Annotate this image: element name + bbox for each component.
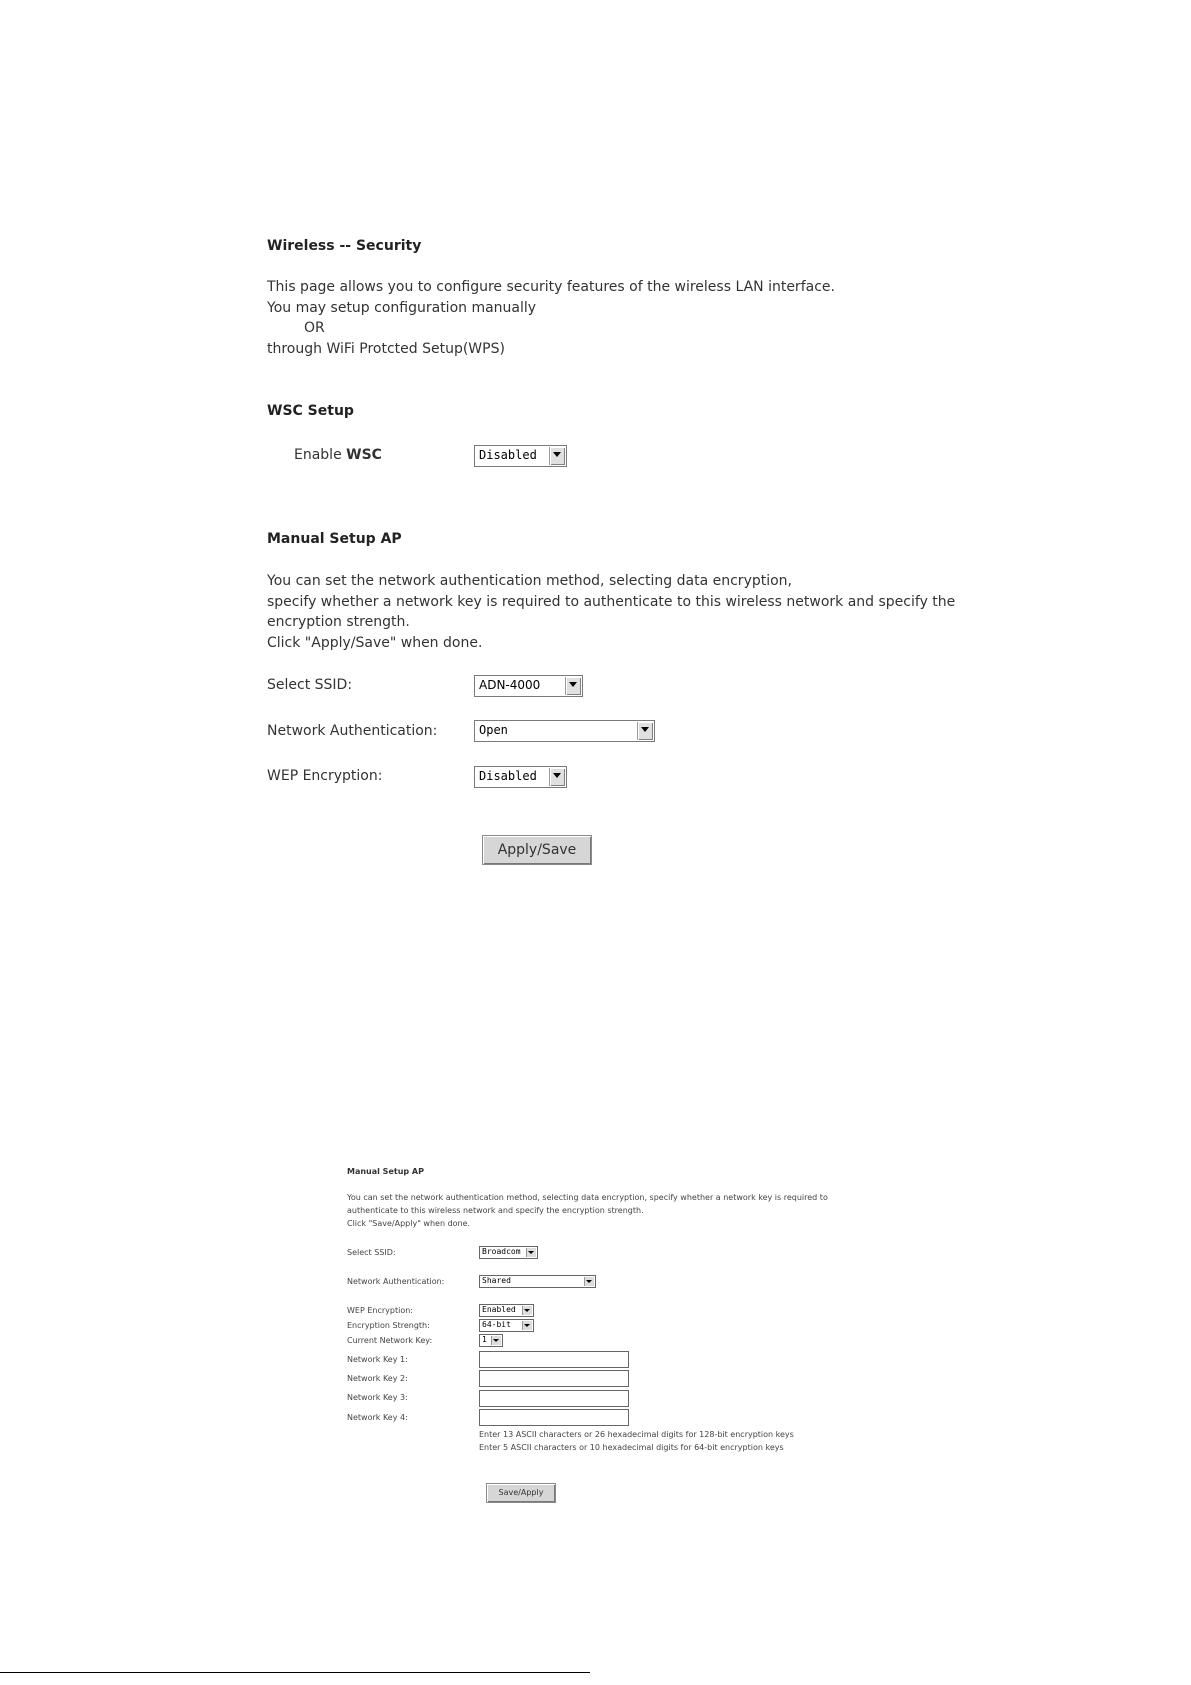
- chevron-down-icon[interactable]: [549, 447, 565, 465]
- wsc-heading: WSC Setup: [267, 403, 354, 419]
- shared-desc-3: Click "Save/Apply" when done.: [347, 1219, 471, 1228]
- intro-line-1: This page allows you to configure security features of the wireless LAN interface.: [267, 279, 835, 295]
- shared-auth-select[interactable]: [479, 1275, 596, 1288]
- wep-select[interactable]: [474, 766, 567, 788]
- network-key-2-input[interactable]: [479, 1370, 629, 1387]
- shared-wep-label: WEP Encryption:: [347, 1306, 413, 1315]
- shared-strength-value: 64-bit: [482, 1320, 511, 1329]
- shared-current-key-value: 1: [482, 1335, 487, 1344]
- enable-wsc-bold: WSC: [346, 447, 382, 463]
- shared-desc-2: authenticate to this wireless network and specify the encryption strength.: [347, 1206, 644, 1215]
- apply-save-button[interactable]: Apply/Save: [482, 835, 592, 865]
- chevron-down-icon[interactable]: [637, 722, 653, 740]
- hint-128-bit: Enter 13 ASCII characters or 26 hexadecimal digits for 128-bit encryption keys: [479, 1430, 794, 1439]
- enable-wsc-select[interactable]: [474, 445, 567, 467]
- auth-select[interactable]: [474, 720, 655, 742]
- intro-line-2: You may setup configuration manually: [267, 300, 537, 316]
- footnote-divider: [0, 1672, 590, 1673]
- shared-wep-select[interactable]: [479, 1304, 534, 1317]
- shared-auth-value: Shared: [482, 1276, 511, 1285]
- network-key-3-label: Network Key 3:: [347, 1393, 408, 1402]
- auth-label: Network Authentication:: [267, 723, 438, 739]
- chevron-down-icon[interactable]: [549, 768, 565, 786]
- network-key-1-label: Network Key 1:: [347, 1355, 408, 1364]
- ssid-value: ADN-4000: [479, 678, 541, 692]
- manual-desc-2: specify whether a network key is required to authenticate to this wireless network and specify the: [267, 594, 956, 610]
- chevron-down-icon[interactable]: [584, 1277, 594, 1286]
- page-title: Wireless -- Security: [267, 238, 422, 254]
- shared-ssid-label: Select SSID:: [347, 1248, 396, 1257]
- manual-desc-3: encryption strength.: [267, 614, 410, 630]
- chevron-down-icon[interactable]: [522, 1321, 532, 1330]
- enable-wsc-value: Disabled: [479, 448, 537, 462]
- shared-auth-label: Network Authentication:: [347, 1277, 445, 1286]
- chevron-down-icon[interactable]: [565, 677, 581, 695]
- ssid-label: Select SSID:: [267, 677, 353, 693]
- shared-heading: Manual Setup AP: [347, 1167, 424, 1176]
- manual-heading: Manual Setup AP: [267, 531, 402, 547]
- wep-label: WEP Encryption:: [267, 768, 383, 784]
- shared-current-key-select[interactable]: [479, 1334, 503, 1347]
- auth-value: Open: [479, 723, 508, 737]
- intro-line-or: OR: [304, 320, 325, 336]
- wep-value: Disabled: [479, 769, 537, 783]
- chevron-down-icon[interactable]: [491, 1336, 501, 1345]
- hint-64-bit: Enter 5 ASCII characters or 10 hexadecimal digits for 64-bit encryption keys: [479, 1443, 784, 1452]
- chevron-down-icon[interactable]: [526, 1248, 536, 1257]
- network-key-3-input[interactable]: [479, 1390, 629, 1407]
- shared-wep-value: Enabled: [482, 1305, 516, 1314]
- network-key-4-label: Network Key 4:: [347, 1413, 408, 1422]
- save-apply-button[interactable]: Save/Apply: [486, 1483, 556, 1503]
- network-key-2-label: Network Key 2:: [347, 1374, 408, 1383]
- shared-ssid-value: Broadcom: [482, 1247, 521, 1256]
- shared-ssid-select[interactable]: [479, 1246, 538, 1259]
- intro-line-3: through WiFi Protcted Setup(WPS): [267, 341, 505, 357]
- enable-wsc-prefix: Enable: [294, 447, 347, 463]
- network-key-4-input[interactable]: [479, 1409, 629, 1426]
- network-key-1-input[interactable]: [479, 1351, 629, 1368]
- ssid-select[interactable]: [474, 675, 583, 697]
- manual-desc-1: You can set the network authentication method, selecting data encryption,: [267, 573, 793, 589]
- manual-desc-4: Click "Apply/Save" when done.: [267, 635, 483, 651]
- shared-strength-label: Encryption Strength:: [347, 1321, 430, 1330]
- chevron-down-icon[interactable]: [522, 1306, 532, 1315]
- shared-strength-select[interactable]: [479, 1319, 534, 1332]
- enable-wsc-label: [294, 447, 382, 463]
- shared-desc-1: You can set the network authentication method, selecting data encryption, specify whether a network key is required to: [347, 1193, 828, 1202]
- shared-current-key-label: Current Network Key:: [347, 1336, 433, 1345]
